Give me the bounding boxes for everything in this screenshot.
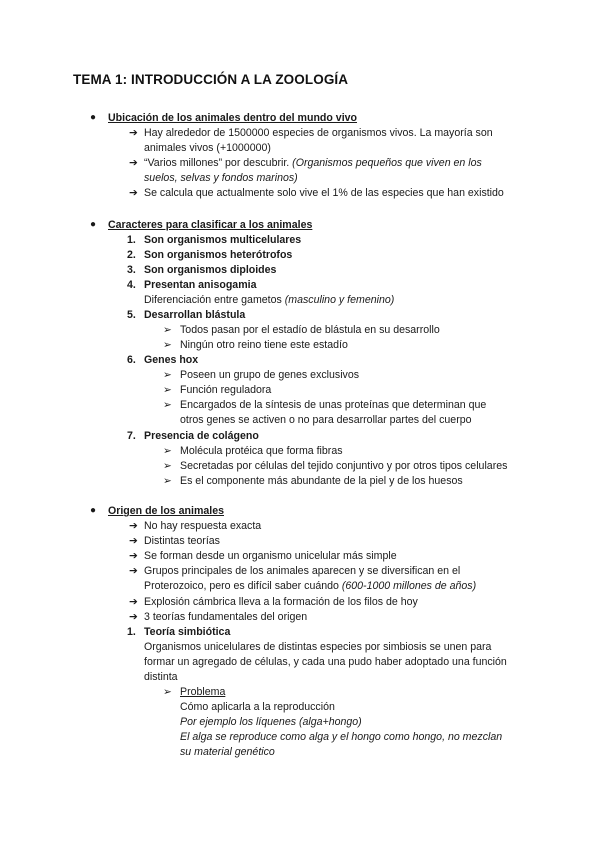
list-number: 1. (127, 626, 136, 638)
list-item: Hay alrededor de 1500000 especies de organismos vivos. La mayoría son (144, 127, 493, 139)
numbered-item: Presencia de colágeno (144, 430, 259, 442)
sub-item: Todos pasan por el estadío de blástula en su desarrollo (180, 324, 440, 336)
sub-arrow-icon: ➢ (163, 686, 172, 698)
item-description: Organismos unicelulares de distintas especies por simbiosis se unen para (144, 641, 492, 653)
list-number: 5. (127, 309, 136, 321)
list-number: 1. (127, 234, 136, 246)
sub-item: Molécula protéica que forma fibras (180, 445, 343, 457)
list-item: Distintas teorías (144, 535, 220, 547)
list-number: 4. (127, 279, 136, 291)
sub-item: Ningún otro reino tiene este estadío (180, 339, 348, 351)
sub-item: Es el componente más abundante de la piel y de los huesos (180, 475, 463, 487)
section-heading-ubicacion: Ubicación de los animales dentro del mundo vivo (108, 112, 358, 124)
list-item-continuation: Proterozoico, pero es difícil saber cuándo (600-1000 millones de años) (144, 580, 477, 592)
arrow-icon: ➔ (129, 565, 138, 577)
sub-arrow-icon: ➢ (163, 384, 172, 396)
sub-item-text: El alga se reproduce como alga y el hongo como hongo, no mezclan (180, 731, 503, 743)
arrow-icon: ➔ (129, 157, 138, 169)
sub-arrow-icon: ➢ (163, 475, 172, 487)
list-item: Grupos principales de los animales aparecen y se diversifican en el (144, 565, 461, 577)
sub-arrow-icon: ➢ (163, 460, 172, 472)
arrow-icon: ➔ (129, 520, 138, 532)
list-item-continuation: animales vivos (+1000000) (144, 142, 271, 154)
list-number: 2. (127, 249, 136, 261)
sub-item: Secretadas por células del tejido conjuntivo y por otros tipos celulares (180, 460, 508, 472)
list-number: 7. (127, 430, 136, 442)
list-item: “Varios millones” por descubrir. (Organismos pequeños que viven en los (144, 157, 482, 169)
arrow-icon: ➔ (129, 611, 138, 623)
item-description: distinta (144, 671, 178, 683)
numbered-item: Son organismos multicelulares (144, 234, 302, 246)
numbered-item: Presentan anisogamia (144, 279, 257, 291)
sub-arrow-icon: ➢ (163, 324, 172, 336)
page-title: TEMA 1: INTRODUCCIÓN A LA ZOOLOGÍA (73, 72, 349, 87)
list-item: Explosión cámbrica lleva a la formación de los filos de hoy (144, 596, 418, 608)
arrow-icon: ➔ (129, 596, 138, 608)
numbered-item: Genes hox (144, 354, 199, 366)
section-heading-origen: Origen de los animales (108, 505, 224, 517)
sub-item-text: su material genético (180, 746, 275, 758)
list-number: 3. (127, 264, 136, 276)
arrow-icon: ➔ (129, 535, 138, 547)
item-description: formar un agregado de células, y cada una pudo haber adoptado una función (144, 656, 507, 668)
sub-item: Función reguladora (180, 384, 272, 396)
list-item: Se calcula que actualmente solo vive el 1% de las especies que han existido (144, 187, 504, 199)
sub-item-text: Cómo aplicarla a la reproducción (180, 701, 335, 713)
list-item: Se forman desde un organismo unicelular más simple (144, 550, 397, 562)
sub-arrow-icon: ➢ (163, 369, 172, 381)
list-number: 6. (127, 354, 136, 366)
bullet-icon: ● (90, 219, 97, 230)
sub-heading-problema: Problema (180, 686, 226, 698)
list-item: No hay respuesta exacta (144, 520, 262, 532)
bullet-icon: ● (90, 505, 97, 516)
sub-item: Encargados de la síntesis de unas proteínas que determinan que (180, 399, 487, 411)
numbered-item: Teoría simbiótica (144, 626, 231, 638)
numbered-item: Son organismos heterótrofos (144, 249, 293, 261)
sub-item-text: Por ejemplo los líquenes (alga+hongo) (180, 716, 362, 728)
sub-arrow-icon: ➢ (163, 445, 172, 457)
sub-arrow-icon: ➢ (163, 339, 172, 351)
sub-arrow-icon: ➢ (163, 399, 172, 411)
list-item: 3 teorías fundamentales del origen (144, 611, 308, 623)
list-item-continuation: suelos, selvas y fondos marinos) (144, 172, 298, 184)
numbered-item: Desarrollan blástula (144, 309, 246, 321)
section-heading-caracteres: Caracteres para clasificar a los animales (108, 219, 313, 231)
arrow-icon: ➔ (129, 187, 138, 199)
sub-item: Poseen un grupo de genes exclusivos (180, 369, 360, 381)
arrow-icon: ➔ (129, 550, 138, 562)
sub-item-continuation: otros genes se activen o no para desarrollar partes del cuerpo (180, 414, 472, 426)
item-description: Diferenciación entre gametos (masculino y femenino) (144, 294, 395, 306)
arrow-icon: ➔ (129, 127, 138, 139)
bullet-icon: ● (90, 112, 97, 123)
numbered-item: Son organismos diploides (144, 264, 277, 276)
